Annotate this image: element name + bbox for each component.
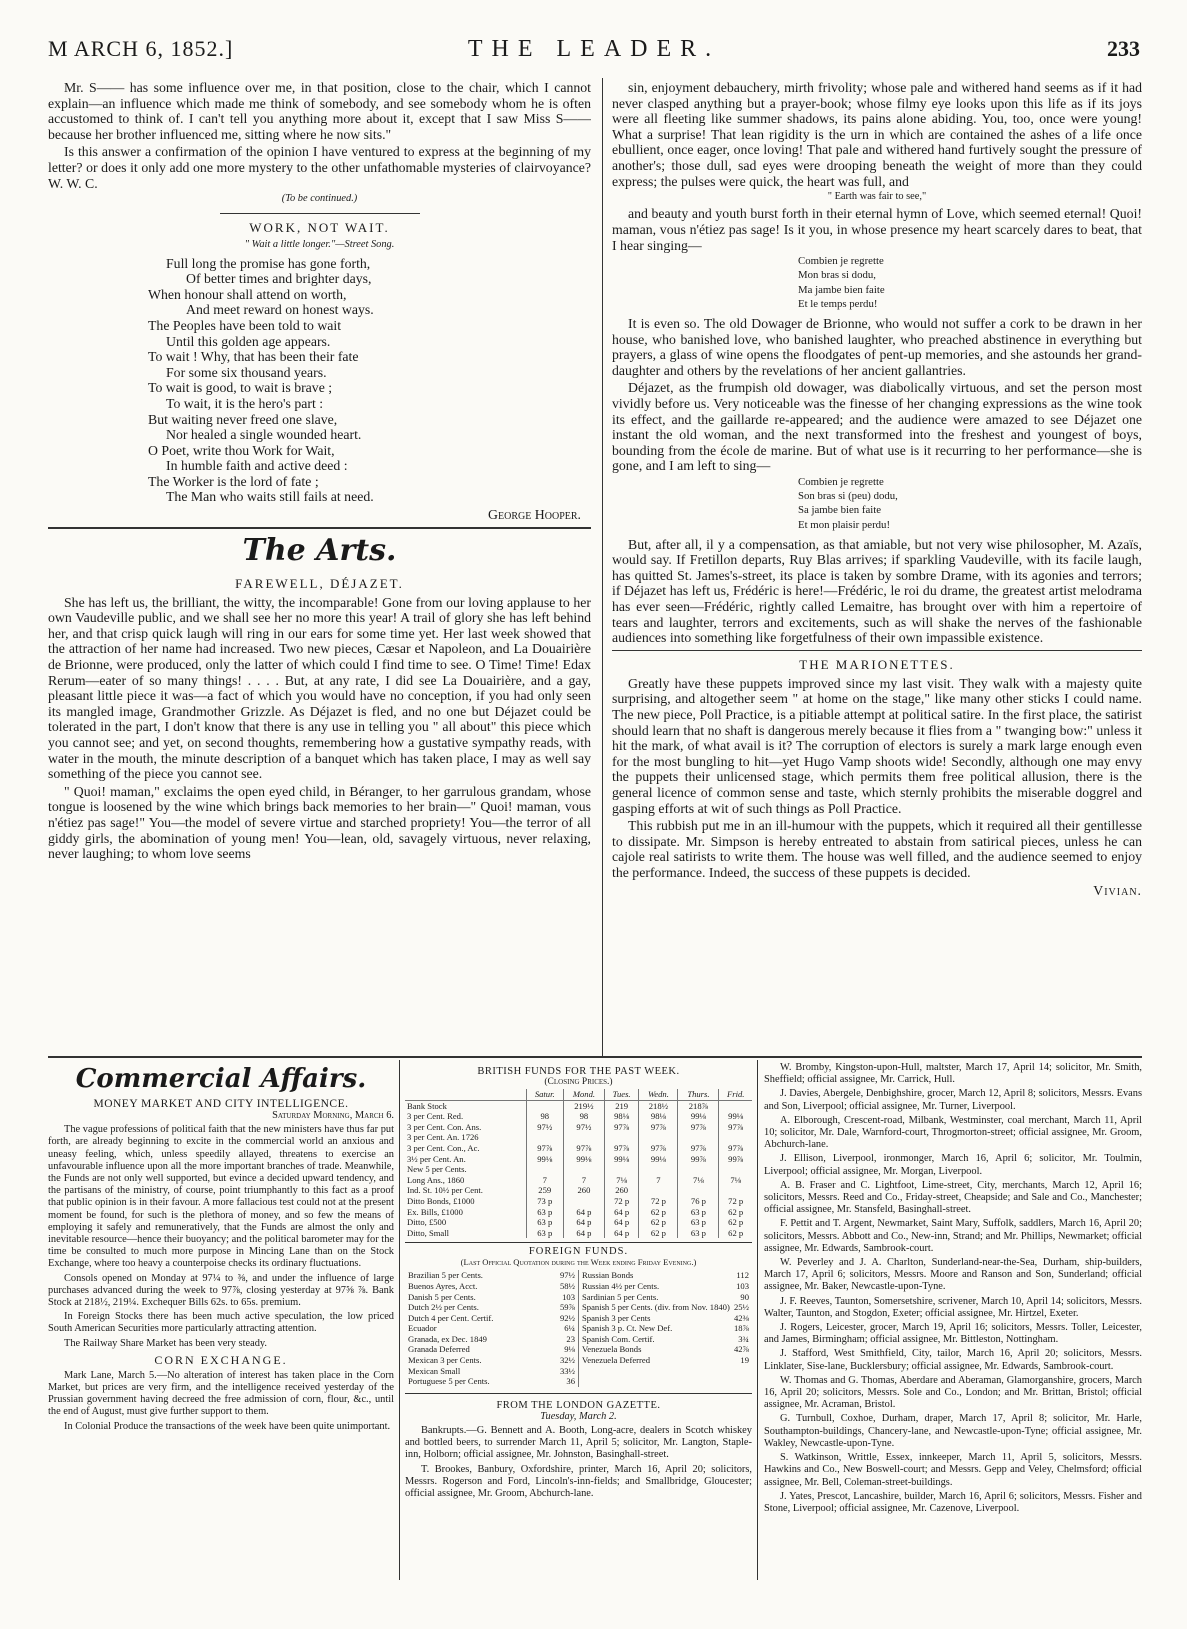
table-cell: 63 p [678, 1217, 719, 1228]
section-rule [48, 527, 591, 529]
table-cell: 97½ [563, 1122, 604, 1133]
table-cell: 97⅞ [563, 1143, 604, 1154]
masthead: THE LEADER. [467, 36, 721, 62]
fund-price: 33½ [559, 1365, 575, 1376]
table-cell: 260 [604, 1185, 639, 1196]
commercial-column-3 [764, 1062, 1142, 1582]
paragraph: J. F. Reeves, Taunton, Somersetshire, scrivener, March 10, April 14; solicitors, Messrs. Walter, Taunton, and Stogdon, Exeter; official assignee, Mr. Hirtzel, Exeter. [764, 1295, 1142, 1319]
table-cell: 97⅞ [719, 1122, 752, 1133]
fund-name: Granada, ex Dec. 1849 [408, 1333, 487, 1344]
fund-price: 42⅜ [733, 1312, 749, 1323]
verse-line: When honour shall attend on worth, [148, 286, 347, 302]
british-funds-table [405, 1089, 752, 1238]
fund-name: Mexican Small [408, 1365, 461, 1376]
paragraph: F. Pettit and T. Argent, Newmarket, Saint Mary, Suffolk, saddlers, March 16, April 20; solicitors, Messrs. Abbott and Co., New-inn, Strand; and Mr. Phillips, Newmarket; official assignee, Mr. Edwards, Sambrook-court. [764, 1218, 1142, 1254]
poem-epigraph: " Wait a little longer."—Street Song. [244, 239, 395, 251]
table-row [405, 1207, 752, 1218]
table-row [405, 1111, 752, 1122]
table-cell: 97⅞ [678, 1143, 719, 1154]
foreign-funds-title: FOREIGN FUNDS. [528, 1246, 629, 1258]
verse-line: Combien je regrette [798, 475, 884, 488]
poem-author: George Hooper. [488, 507, 581, 523]
article-marionettes [612, 676, 1142, 881]
fund-price: 25½ [733, 1302, 749, 1313]
table-cell: 260 [563, 1185, 604, 1196]
table-cell: Long Ans., 1860 [407, 1174, 465, 1185]
fund-name: Portuguese 5 per Cents. [408, 1376, 490, 1387]
column-rule [757, 1060, 758, 1580]
table-cell: Ind. St. 10½ per Cent. [407, 1185, 483, 1196]
gazette-title: FROM THE LONDON GAZETTE. [496, 1399, 661, 1411]
table-cell: 62 p [639, 1217, 678, 1228]
table-cell: 62 p [639, 1228, 678, 1239]
table-cell: 98⅛ [639, 1111, 678, 1122]
table-cell [604, 1164, 639, 1175]
table-cell [563, 1132, 604, 1143]
verse-line: For some six thousand years. [166, 364, 327, 380]
table-cell: 76 p [678, 1196, 719, 1207]
money-dateline: Saturday Morning, March 6. [272, 1110, 394, 1121]
fund-name: Dutch 4 per Cent. Certif. [408, 1312, 494, 1323]
fund-price: 97½ [559, 1270, 575, 1281]
british-funds-title: BRITISH FUNDS FOR THE PAST WEEK. [477, 1066, 680, 1077]
table-cell: Ex. Bills, £1000 [407, 1206, 463, 1217]
table-cell: 219½ [563, 1100, 604, 1111]
table-cell: 99⅛ [526, 1154, 563, 1165]
table-cell [526, 1132, 563, 1143]
paragraph: The Railway Share Market has been very steady. [64, 1337, 268, 1349]
fund-price: 32½ [559, 1355, 575, 1366]
corn-exchange-title: CORN EXCHANGE. [154, 1352, 288, 1367]
table-cell: 218⅞ [678, 1100, 719, 1111]
british-funds-sub: (Closing Prices.) [544, 1077, 613, 1087]
section-title-arts: The Arts. [242, 532, 397, 568]
paragraph: J. Davies, Abergele, Denbighshire, grocer, March 12, April 8; solicitors, Messrs. Evans and Son, Liverpool; official assignee, Mr. Turner, Liverpool. [764, 1088, 1142, 1112]
verse-line: To wait ! Why, that has been their fate [148, 349, 359, 365]
table-cell: 99⅛ [604, 1154, 639, 1165]
article-continued-c [612, 316, 1142, 474]
table-cell: 97⅞ [719, 1143, 752, 1154]
table-row [405, 1132, 752, 1143]
fund-name: Dutch 2½ per Cents. [408, 1302, 479, 1313]
fund-name: Spanish 5 per Cents. (div. from Nov. 1840) [582, 1302, 730, 1313]
table-cell: 7⅛ [719, 1175, 752, 1186]
paragraph: Consols opened on Monday at 97¼ to ⅜, and under the influence of large purchases advanced during the week to 97⅞, closing yesterday at 97⅝ ⅞. Bank Stock at 218½, 219¼. Exchequer Bills 62s. to 65s. premium. [48, 1272, 394, 1309]
table-row [405, 1196, 752, 1207]
poem-title: WORK, NOT WAIT. [249, 220, 390, 236]
table-cell: 99⅞ [719, 1154, 752, 1165]
foreign-funds-sub: (Last Official Quotation during the Week ending Friday Evening.) [460, 1257, 697, 1268]
paragraph: T. Brookes, Banbury, Oxfordshire, printer, March 16, April 20; solicitors, Messrs. Rogerson and Ford, Lincoln's-inn-fields; and Smallbridge, Gloucester; official assignee, Mr. Groom, Abchurch-lane. [405, 1463, 752, 1500]
table-cell: 72 p [604, 1196, 639, 1207]
table-cell: 98 [526, 1111, 563, 1122]
fund-price: 3¾ [738, 1333, 749, 1344]
fund-price: 9⅛ [564, 1344, 575, 1355]
paragraph: W. Peverley and J. A. Charlton, Sunderland-near-the-Sea, Durham, ship-builders, March 17, April 6; solicitors, Messrs. Moore and Ranson and Son, Sunderland; official assignee, Mr. Baker, Newcastle-upon-Tyne. [764, 1257, 1142, 1293]
table-cell: 7⅛ [678, 1175, 719, 1186]
section-rule [48, 1056, 1142, 1058]
table-cell [678, 1185, 719, 1196]
fund-price: 18⅞ [733, 1323, 749, 1334]
list-item [582, 1344, 749, 1355]
marionettes-title: THE MARIONETTES. [799, 656, 955, 672]
song-verse-2 [612, 476, 1142, 531]
paragraph: sin, enjoyment debauchery, mirth frivolity; whose pale and withered hand seems as if it had never clasped anything but a prayer-book; whose filmy eye looks upon this life as if its joys were all fleeting like summer shadows, its pains alone abiding. You, too, once were young! What a surprise! That lean rigidity is the urn in which are contained the ashes of a life once ebullient, once eager, once loving! That pale and withered hand furtively sought the pressure of another's; those dull, sad eyes were drooping beneath the weight of more than they could express; the pulses were quick, the heart was full, and [612, 80, 1142, 189]
paragraph: Is this answer a confirmation of the opinion I have ventured to express at the beginning of my letter? or does it only add one more mystery to the other unfathomable mysteries of clairvoyance? W. W. C. [48, 144, 591, 191]
paragraph: J. Ellison, Liverpool, ironmonger, March 16, April 6; solicitor, Mr. Toulmin, Liverpool; official assignee, Mr. Morgan, Liverpool. [764, 1153, 1142, 1177]
list-item [582, 1292, 749, 1303]
table-cell: 64 p [563, 1217, 604, 1228]
table-row [405, 1164, 752, 1175]
paragraph: W. Thomas and G. Thomas, Aberdare and Aberaman, Glamorganshire, grocers, March 16, April 20; solicitors, Messrs. Sole and Co., London; and Mr. Brittan, Bristol; official assignee, Mr. Acraman, Bristol. [764, 1374, 1142, 1411]
list-item [408, 1302, 575, 1313]
table-row [405, 1154, 752, 1165]
table-cell: Ditto, £500 [407, 1217, 447, 1228]
verse-line: The Peoples have been told to wait [148, 317, 342, 333]
table-cell [563, 1196, 604, 1207]
table-cell: 64 p [563, 1207, 604, 1218]
article-continued-b [612, 206, 1142, 253]
verse-line: Of better times and brighter days, [186, 271, 372, 287]
table-cell: 63 p [526, 1228, 563, 1239]
paragraph: In Foreign Stocks there has been much active speculation, the low priced South American Securities more particularly attracting attention. [48, 1311, 394, 1335]
song-verse-1 [612, 255, 1142, 310]
poem-work-not-wait [48, 256, 591, 506]
table-cell: Ditto Bonds, £1000 [407, 1195, 475, 1206]
table-cell [719, 1100, 752, 1111]
table-cell [639, 1132, 678, 1143]
table-cell [526, 1164, 563, 1175]
verse-line: The Man who waits still fails at need. [166, 489, 374, 505]
table-cell: New 5 per Cents. [407, 1164, 467, 1175]
paragraph: A. B. Fraser and C. Lightfoot, Lime-street, City, merchants, March 12, April 16; solicitors, Messrs. Reed and Co., Friday-street, Cheapside; and Sale and Co., Manchester; official assignee, Mr. Stansfeld, Basinghall-street. [764, 1179, 1142, 1216]
money-market-title: MONEY MARKET AND CITY INTELLIGENCE. [93, 1098, 349, 1110]
bankrupts-list [764, 1062, 1142, 1515]
verse-line: Et mon plaisir perdu! [798, 518, 891, 531]
table-cell [719, 1132, 752, 1143]
verse-line: To wait is good, to wait is brave ; [148, 380, 333, 396]
column-header: Tues. [604, 1089, 639, 1100]
table-cell: Bank Stock [407, 1100, 447, 1111]
paragraph: But, after all, il y a compensation, as that amiable, but not very wise philosopher, M. Azaïs, would say. If Fretillon departs, Ruy Blas arrives; if sparkling Vaudeville, with its facile laugh, has quitted St. James's-street, its place is taken by sombre Drame, with its agonies and terrors; if Déjazet has left us, Frédéric is here!—Frédéric, le roi du drame, the greatest artist melodrama has ever seen—Frédéric, rightly called Lemaitre, has brought over with him a repertoire of tears and laughter, terrors and excitements, such as will shake the nerves of the fashionable audiences into something like forgetfulness of their own impassible existence. [612, 536, 1142, 646]
table-cell: 97⅞ [604, 1122, 639, 1133]
fund-name: Venezuela Deferred [582, 1355, 650, 1366]
paragraph: Bankrupts.—G. Bennett and A. Booth, Long-acre, dealers in Scotch whiskey and bottled beers, to surrender March 11, April 5; solicitor, Mr. Langton, Staple-inn, Holborn; official assignee, Mr. Johnston, Basinghall-street. [405, 1425, 752, 1461]
column-header: Wedn. [639, 1089, 678, 1100]
fund-price: 36 [566, 1376, 575, 1387]
fund-name: Brazilian 5 per Cents. [408, 1270, 483, 1281]
table-row [405, 1228, 752, 1239]
table-cell [678, 1132, 719, 1143]
fund-price: 90 [740, 1291, 749, 1302]
verse-line: Nor healed a single wounded heart. [166, 427, 362, 443]
table-cell: 97⅞ [639, 1143, 678, 1154]
issue-date: M ARCH 6, 1852.] [48, 36, 234, 61]
table-cell [526, 1100, 563, 1111]
right-column [612, 80, 1142, 1054]
table-row [405, 1175, 752, 1186]
fund-price: 23 [566, 1333, 575, 1344]
paragraph: " Quoi! maman," exclaims the open eyed child, in Béranger, to her garrulous grandam, whose tongue is loosened by the wine which brings back memories to her brain—" Quoi! maman, vous n'étiez pas sage!" You—the model of severe virtue and starched propriety! You—the terror of all giddy girls, the abomination of young men! You—lean, old, savagely virtuous, never relaxing, never laughing; to whom love seems [48, 783, 591, 862]
foreign-funds-left [405, 1270, 578, 1387]
paragraph: Mark Lane, March 5.—No alteration of interest has taken place in the Corn Market, but prices are very firm, and the intelligence received yesterday of the Prussian government having decreed the free admission of corn, flour, &c., until the end of August, must give further support to them. [48, 1369, 394, 1418]
article-farewell-dejazet [48, 595, 591, 862]
article-continued [612, 80, 1142, 189]
gazette-dateline: Tuesday, March 2. [540, 1410, 617, 1422]
fund-price: 42⅞ [733, 1344, 749, 1355]
verse-line: Et le temps perdu! [798, 297, 878, 310]
list-item [408, 1292, 575, 1303]
list-item [582, 1270, 749, 1281]
table-cell: 99⅛ [719, 1111, 752, 1122]
column-header: Satur. [526, 1089, 563, 1100]
column-header: Mond. [563, 1089, 604, 1100]
table-cell [719, 1185, 752, 1196]
paragraph: and beauty and youth burst forth in their eternal hymn of Love, which seemed eternal! Quoi! maman, vous n'étiez pas sage! Is it you, in whose presence my heart scarcely dares to beat, that I hear singing— [612, 206, 1142, 253]
table-cell: 7 [526, 1175, 563, 1186]
table-cell: 7⅛ [604, 1175, 639, 1186]
fund-name: Spanish 3 per Cents [582, 1312, 651, 1323]
paragraph: W. Bromby, Kingston-upon-Hull, maltster, March 17, April 14; solicitor, Mr. Smith, Sheffield; official assignee, Mr. Carrick, Hull. [764, 1062, 1142, 1086]
article-continued-d [612, 537, 1142, 646]
table-cell: 97⅞ [639, 1122, 678, 1133]
verse-line: Mon bras si dodu, [798, 269, 876, 282]
table-cell [639, 1164, 678, 1175]
verse-line: And meet reward on honest ways. [186, 302, 374, 318]
verse-line: Son bras si (peu) dodu, [798, 490, 898, 503]
continued-note: (To be continued.) [281, 193, 358, 205]
fund-name: Spanish Com. Certif. [582, 1333, 655, 1344]
table-row [405, 1217, 752, 1228]
fund-price: 103 [562, 1291, 575, 1302]
divider [612, 650, 1142, 651]
table-cell: 99⅛ [563, 1154, 604, 1165]
commercial-column-2 [405, 1062, 752, 1582]
table-cell: 62 p [639, 1207, 678, 1218]
table-cell: 62 p [719, 1217, 752, 1228]
table-cell: 73 p [526, 1196, 563, 1207]
table-cell: 97⅞ [604, 1143, 639, 1154]
table-cell: 63 p [678, 1207, 719, 1218]
list-item [408, 1323, 575, 1334]
paragraph: G. Turnbull, Coxhoe, Durham, draper, March 17, April 8; solicitor, Mr. Harle, Southampton-buildings, Chancery-lane, and Newcastle-upon-Tyne; official assignee, Mr. Wakley, Newcastle-upon-Tyne. [764, 1413, 1142, 1449]
fund-price: 58½ [559, 1280, 575, 1291]
table-cell: 63 p [526, 1217, 563, 1228]
table-cell: 259 [526, 1185, 563, 1196]
list-item [408, 1334, 575, 1345]
list-item [582, 1313, 749, 1324]
fund-name: Russian 4½ per Cents. [582, 1280, 660, 1291]
quote-line: " Earth was fair to see," [827, 191, 927, 203]
fund-price: 92½ [559, 1312, 575, 1323]
foreign-funds-table [405, 1270, 752, 1387]
list-item [582, 1302, 749, 1313]
paragraph: J. Stafford, West Smithfield, City, tailor, March 16, April 20; solicitors, Messrs. Linklater, Sise-lane, Bucklersbury; official assignee, Mr. Edwards, Sambrook-court. [764, 1348, 1142, 1372]
fund-name: Mexican 3 per Cents. [408, 1355, 482, 1366]
table-row [405, 1122, 752, 1133]
table-cell: 64 p [604, 1228, 639, 1239]
verse-line: Combien je regrette [798, 255, 884, 268]
list-item [408, 1313, 575, 1324]
paragraph: A. Elborough, Crescent-road, Milbank, Westminster, coal merchant, March 11, April 10; solicitor, Mr. Dale, Warnford-court, Throgmorton-street; official assignee, Mr. Groom, Abchurch-lane. [764, 1114, 1142, 1151]
paragraph: The vague professions of political faith that the new ministers have thus far put forth, are already beginning to excite in the commercial world an anxious and uneasy feeling, which, unless speedily allayed, threatens to exercise an unfavourable influence upon all the more important branches of trade. Meanwhile, the Funds are not only well supported, but evince a decided upward tendency, and the partisans of the ministry, of course, point triumphantly to this fact as a proof that public opinion is in their favour. A more fallacious test could not at the present moment be found, for such is the plethora of money, and so few the means of employing it safely and remuneratively, that the Funds are almost the only and inevitable resource—hence their buoyancy; and the political barometer may for the time be consulted to much more purpose in Mincing Lane than on the Stock Exchange, where too heavy a counterpoise checks its ordinary fluctuations. [48, 1124, 394, 1270]
fund-name: Ecuador [408, 1323, 437, 1334]
list-item [408, 1376, 575, 1387]
table-cell [678, 1164, 719, 1175]
fund-price: 6¼ [564, 1323, 575, 1334]
paragraph: In Colonial Produce the transactions of the week have been quite unimportant. [64, 1420, 391, 1432]
column-header [405, 1089, 526, 1100]
fund-price: 103 [736, 1280, 749, 1291]
table-cell: 99⅛ [639, 1154, 678, 1165]
table-row [405, 1143, 752, 1154]
list-item [582, 1323, 749, 1334]
gazette-text [405, 1425, 752, 1500]
verse-line: Full long the promise has gone forth, [166, 255, 371, 271]
paragraph: Greatly have these puppets improved since my last visit. They walk with a majesty quite surprising, and altogether seem " at home on the stage," like many other sticks I could name. The new piece, Poll Practice, is a pitiable attempt at political satire. In the first place, the satirist should learn that no shaft is dangerous merely because it flies from a " twanging bow:" unless it hit the mark, of what avail is it? The corruption of electors is surely a mark large enough even for the most bungling to hit—yet Hugo Vamp shoots wide! Secondly, although one may envy the puppets their unlicensed stage, which permits them free political allusion, there is the general licence of common sense and taste, which sternly prohibits the miserable doggrel and gasping efforts at wit of such things as Poll Practice. [612, 675, 1142, 816]
table-cell: 97⅞ [678, 1122, 719, 1133]
corn-exchange-text [48, 1370, 394, 1433]
fund-price: 112 [736, 1270, 749, 1281]
column-rule [602, 78, 603, 1056]
verse-line: In humble faith and active deed : [166, 458, 348, 474]
list-item [408, 1344, 575, 1355]
list-item [582, 1334, 749, 1345]
signature: Vivian. [1093, 882, 1142, 898]
list-item [582, 1355, 749, 1366]
verse-line: Until this golden age appears. [166, 333, 331, 349]
fund-price: 19 [740, 1355, 749, 1366]
paragraph: She has left us, the brilliant, the witty, the incomparable! Gone from our loving applause to her own Vaudeville public, and we shall see her no more this year! A trail of glory she has left behind her, and that crisp quick laugh will ring in our ears for some time yet. Her last week showed that the attraction of her name had increased. Two new pieces, Cæsar et Napoleon, and La Douairière de Brionne, were produced, only the latter of which could I find time to see. O Time! Time! Edax Rerum—eater of so many things! . . . . But, at any rate, I did see La Douairière, and a gay, pleasant little piece it was—a fact of which you would have no conception, if you had only seen its mangled image, Grandmother Grizzle. As Déjazet is fled, and no one but Déjazet could be tolerated in the part, I don't know that there is any use in telling you " all about" this piece which you cannot see; and yet, on second thoughts, remembering how a gustative sympathy reads, with water in the mouth, the minute description of a banquet which has taken place, I may as well say something of the piece you cannot see. [48, 594, 591, 782]
divider [405, 1393, 752, 1394]
verse-line: The Worker is the lord of fate ; [148, 473, 319, 489]
verse-line: Ma jambe bien faite [798, 283, 885, 296]
column-rule [399, 1060, 400, 1580]
table-cell: 97½ [526, 1122, 563, 1133]
list-item [408, 1270, 575, 1281]
fund-name: Granada Deferred [408, 1344, 470, 1355]
paragraph: S. Watkinson, Writtle, Essex, innkeeper, March 11, April 5, solicitors, Messrs. Hawkins and Co., New Boswell-court; and Messrs. Gepp and Veley, Chelmsford; official assignee, Mr. Bell, Coleman-street-buildings. [764, 1452, 1142, 1488]
divider [220, 213, 420, 214]
paragraph: It is even so. The old Dowager de Brionne, who would not suffer a cork to be drawn in her house, who banished love, who banished laughter, who preached abstinence in everything but prayers, a glass of wine opens the floodgates of pent-up memories, and she astounds her grand-daughter and others by the revelations of her ancient gallantries. [612, 315, 1142, 378]
table-cell: 98 [563, 1111, 604, 1122]
verse-line: O Poet, write thou Work for Wait, [148, 442, 335, 458]
table-header-row [405, 1089, 752, 1100]
table-cell: 98⅛ [604, 1111, 639, 1122]
page-number: 233 [1107, 36, 1140, 61]
table-cell [719, 1164, 752, 1175]
table-cell: 3 per Cent. Red. [407, 1111, 464, 1122]
table-cell: 3½ per Cent. An. [407, 1153, 466, 1164]
table-cell: 63 p [526, 1207, 563, 1218]
column-header: Thurs. [678, 1089, 719, 1100]
paragraph: This rubbish put me in an ill-humour with the puppets, which it required all their gentillesse to dissipate. Mr. Simpson is hereby entreated to abstain from satirical pieces, unless he can cajole real satirists to write them. The house was well filled, and the audience seemed to enjoy the performance. Indeed, the success of these puppets is decided. [612, 818, 1142, 880]
table-cell [563, 1164, 604, 1175]
table-cell: 97⅞ [526, 1143, 563, 1154]
paragraph: J. Rogers, Leicester, grocer, March 19, April 16; solicitors, Messrs. Toller, Leicester, and James, Birmingham; official assignee, Mr. Bittleston, Nottingham. [764, 1322, 1142, 1346]
commercial-column-1 [48, 1062, 394, 1582]
table-cell: 99⅛ [678, 1111, 719, 1122]
list-item [582, 1281, 749, 1292]
fund-name: Venezuela Bonds [582, 1344, 642, 1355]
table-cell: 62 p [719, 1207, 752, 1218]
paragraph: Mr. S—— has some influence over me, in that position, close to the chair, which I cannot explain—an influence which made me think of somebody, and see somebody whom he is often accustomed to think of. I can't tell you anything more about it, except that I saw Miss S—— because her brother influenced me, sitting where he now sits." [48, 80, 591, 142]
table-cell: 3 per Cent. An. 1726 [407, 1132, 479, 1143]
correspondence-text [48, 80, 591, 191]
verse-line: But waiting never freed one slave, [148, 411, 338, 427]
table-row [405, 1185, 752, 1196]
table-cell: 72 p [719, 1196, 752, 1207]
fund-name: Buenos Ayres, Acct. [408, 1280, 478, 1291]
verse-line: To wait, it is the hero's part : [166, 395, 324, 411]
fund-price: 59⅞ [559, 1302, 575, 1313]
table-cell: 3 per Cent. Con. Ans. [407, 1121, 482, 1132]
list-item [408, 1355, 575, 1366]
page-header [48, 36, 1140, 66]
foreign-funds-right [578, 1270, 752, 1387]
table-cell: 7 [639, 1175, 678, 1186]
table-cell: 99⅞ [678, 1154, 719, 1165]
left-column [48, 80, 591, 1054]
table-cell: Ditto, Small [407, 1227, 450, 1238]
table-cell: 3 per Cent. Con., Ac. [407, 1142, 480, 1153]
column-header: Frid. [719, 1089, 752, 1100]
table-cell: 7 [563, 1175, 604, 1186]
table-cell: 64 p [563, 1228, 604, 1239]
table-cell: 63 p [678, 1228, 719, 1239]
table-cell: 219 [604, 1100, 639, 1111]
fund-name: Sardinian 5 per Cents. [582, 1291, 659, 1302]
list-item [408, 1366, 575, 1377]
fund-name: Russian Bonds [582, 1270, 634, 1281]
table-cell [639, 1185, 678, 1196]
table-cell: 72 p [639, 1196, 678, 1207]
verse-line: Sa jambe bien faite [798, 504, 882, 517]
table-cell: 64 p [604, 1207, 639, 1218]
table-cell: 218½ [639, 1100, 678, 1111]
table-cell: 62 p [719, 1228, 752, 1239]
fund-name: Danish 5 per Cents. [408, 1291, 476, 1302]
divider [405, 1242, 752, 1243]
table-row [405, 1100, 752, 1111]
paragraph: J. Yates, Prescot, Lancashire, builder, March 16, April 6; solicitors, Messrs. Fisher and Stone, Liverpool; official assignee, Mr. Cazenove, Liverpool. [764, 1490, 1142, 1514]
money-market-text [48, 1124, 394, 1350]
section-title-commercial: Commercial Affairs. [75, 1064, 367, 1094]
article-title: FAREWELL, DÉJAZET. [235, 575, 404, 591]
paragraph: Déjazet, as the frumpish old dowager, was diabolically virtuous, and set the person most vividly before us. Very noticeable was the finesse of her changing expressions as the wine took its effect, and the gaillarde re-appeared; and the audience were amazed to see Déjazet one instant the old woman, and the next transformed into the freshest and youngest of boys, bounding from the école de marine. But of what use is it recurring to her performance—she is gone, and I am left to sing— [612, 380, 1142, 474]
table-cell [604, 1132, 639, 1143]
table-cell: 64 p [604, 1217, 639, 1228]
list-item [408, 1281, 575, 1292]
fund-name: Spanish 3 p. Ct. New Def. [582, 1323, 673, 1334]
